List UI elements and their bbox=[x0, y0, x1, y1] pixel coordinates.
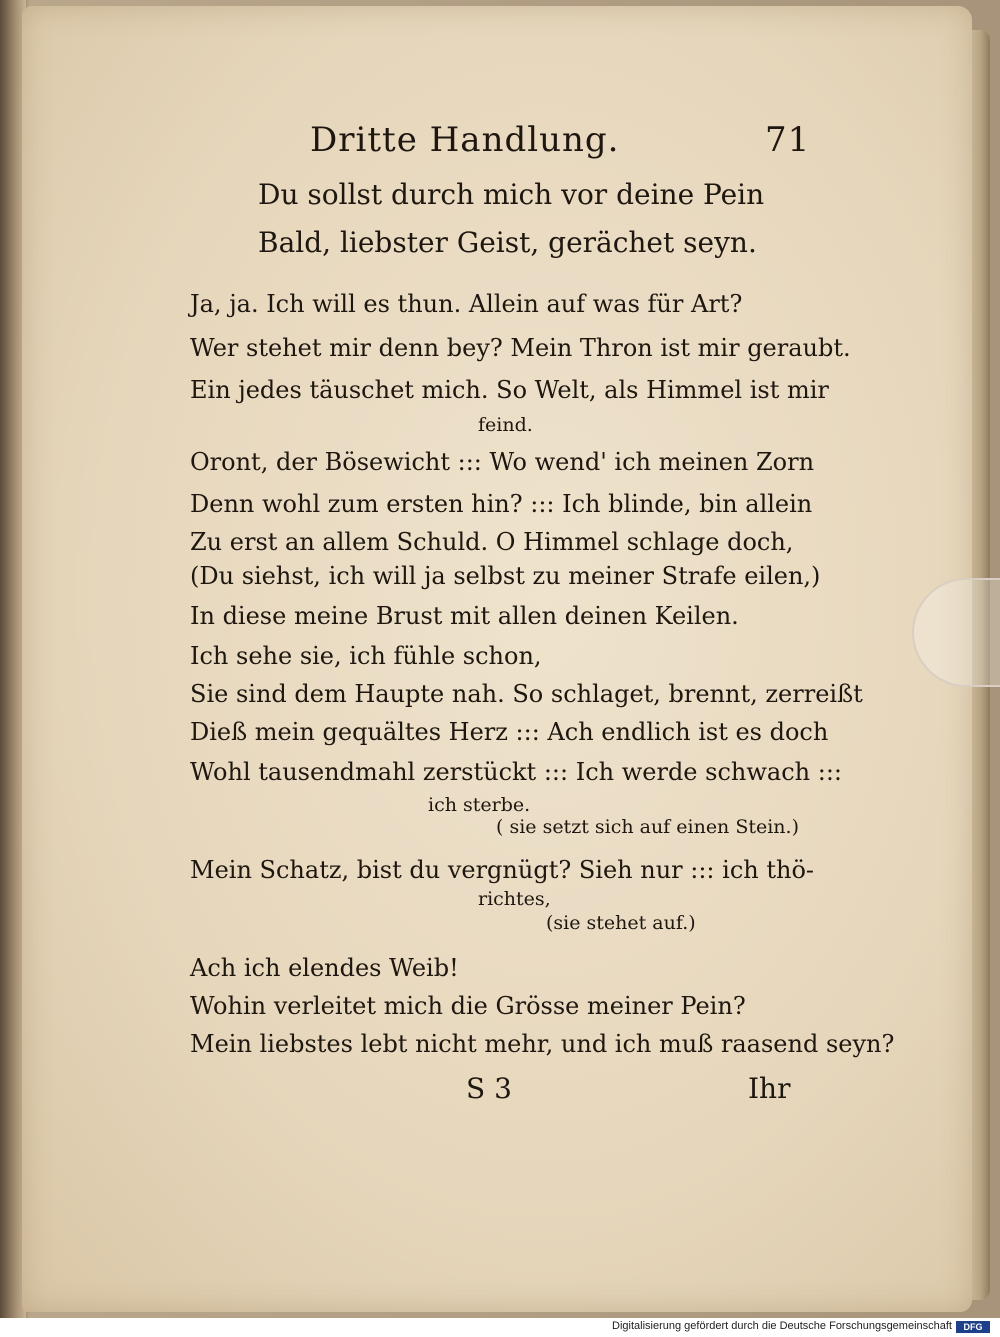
text-line: Ja, ja. Ich will es thun. Allein auf was für Art? bbox=[190, 290, 743, 318]
signature-mark: S 3 bbox=[466, 1072, 512, 1105]
text-line: Ich sehe sie, ich fühle schon, bbox=[190, 642, 542, 670]
text-line: In diese meine Brust mit allen deinen Keilen. bbox=[190, 602, 739, 630]
stage-direction: (sie stehet auf.) bbox=[546, 912, 696, 934]
text-line: Dieß mein gequältes Herz ::: Ach endlich ist es doch bbox=[190, 718, 829, 746]
text-line: Denn wohl zum ersten hin? ::: Ich blinde, bin allein bbox=[190, 490, 813, 518]
text-line: Wer stehet mir denn bey? Mein Thron ist mir geraubt. bbox=[190, 334, 851, 362]
text-line: Du sollst durch mich vor deine Pein bbox=[258, 178, 765, 211]
text-line: Zu erst an allem Schuld. O Himmel schlage doch, bbox=[190, 528, 794, 556]
stage-direction: ( sie setzt sich auf einen Stein.) bbox=[496, 816, 799, 838]
text-line: (Du siehst, ich will ja selbst zu meiner Strafe eilen,) bbox=[190, 562, 821, 590]
text-line-continuation: feind. bbox=[478, 414, 533, 436]
running-title: Dritte Handlung. bbox=[310, 120, 620, 160]
catchword: Ihr bbox=[748, 1072, 791, 1105]
dfg-logo: DFG bbox=[956, 1321, 990, 1333]
running-header bbox=[310, 120, 810, 170]
text-line: Mein liebstes lebt nicht mehr, und ich muß raasend seyn? bbox=[190, 1030, 895, 1058]
text-line: Ach ich elendes Weib! bbox=[190, 954, 459, 982]
text-line-continuation: ich sterbe. bbox=[428, 794, 531, 816]
page-number: 71 bbox=[765, 120, 811, 160]
funding-notice: Digitalisierung gefördert durch die Deutsche Forschungsgemeinschaft bbox=[612, 1320, 952, 1332]
text-line: Mein Schatz, bist du vergnügt? Sieh nur ::: ich thö- bbox=[190, 856, 814, 884]
text-line: Sie sind dem Haupte nah. So schlaget, brennt, zerreißt bbox=[190, 680, 863, 708]
text-line: Ein jedes täuschet mich. So Welt, als Himmel ist mir bbox=[190, 376, 829, 404]
footer-bar bbox=[0, 1318, 1000, 1337]
text-line: Wohl tausendmahl zerstückt ::: Ich werde schwach ::: bbox=[190, 758, 842, 786]
text-line: Oront, der Bösewicht ::: Wo wend' ich meinen Zorn bbox=[190, 448, 815, 476]
text-line: Wohin verleitet mich die Grösse meiner Pein? bbox=[190, 992, 746, 1020]
text-line-continuation: richtes, bbox=[478, 888, 551, 910]
text-line: Bald, liebster Geist, gerächet seyn. bbox=[258, 226, 757, 259]
